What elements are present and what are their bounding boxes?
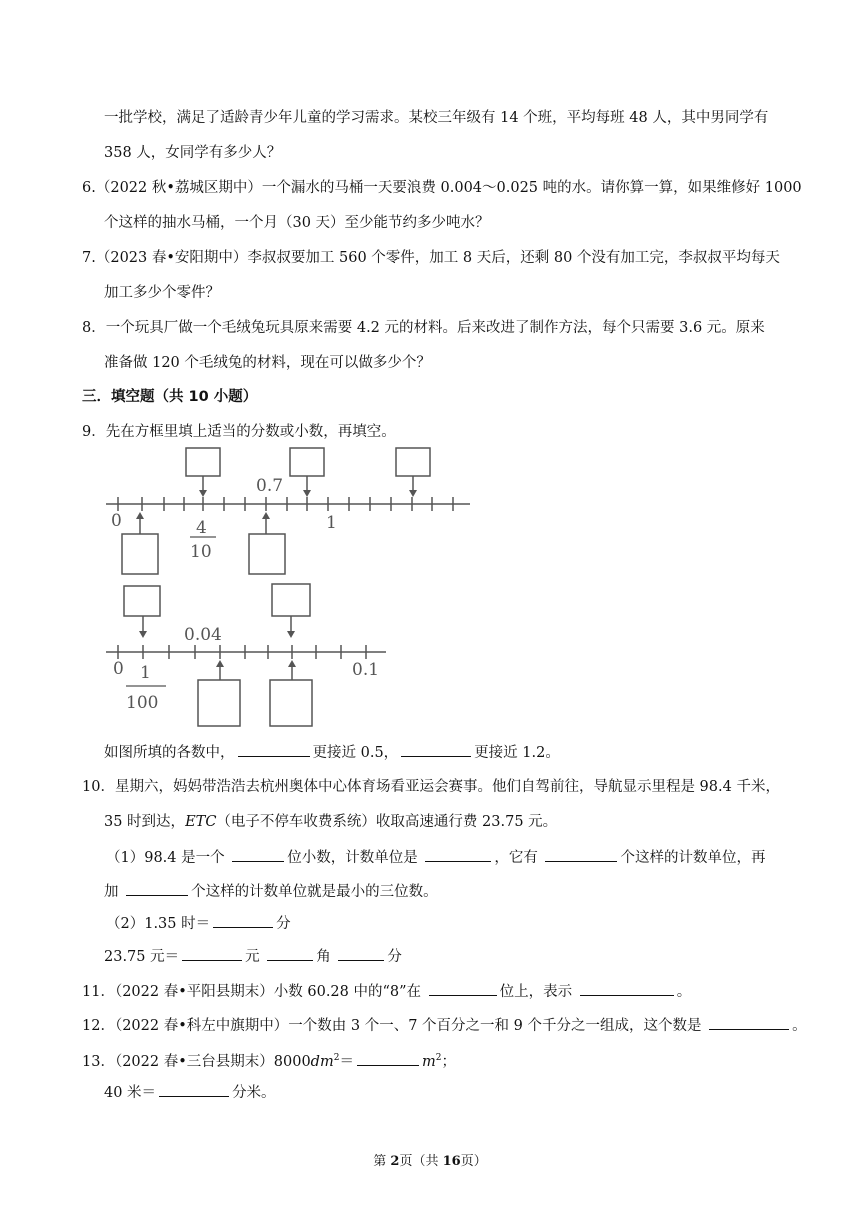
q10-blank-7[interactable] bbox=[267, 946, 313, 961]
q13-line2-a: 40 米＝ bbox=[104, 1085, 157, 1101]
q9-answer-text-a: 如图所填的各数中， bbox=[104, 745, 235, 761]
q7-text: （2023 春•安阳期中）李叔叔要加工 560 个零件，加工 8 天后，还剩 80 个没有加工完，李叔叔平均每天 bbox=[95, 250, 780, 266]
q12-blank-1[interactable] bbox=[709, 1015, 789, 1030]
top-label-zero: 0 bbox=[111, 511, 122, 531]
q9-blank-1[interactable] bbox=[238, 742, 310, 757]
bottom-arrowhead-4 bbox=[288, 660, 296, 667]
q11-line bbox=[82, 981, 691, 1002]
top-frac-numerator: 4 bbox=[196, 518, 207, 538]
q7-line1 bbox=[82, 248, 780, 268]
q10-text: 星期六，妈妈带浩浩去杭州奥体中心体育场看亚运会赛事。他们自驾前往，导航显示里程是 98.4 千米， bbox=[114, 779, 780, 795]
bottom-answer-box-4 bbox=[270, 680, 312, 726]
q13-blank-1[interactable] bbox=[357, 1051, 419, 1066]
footer-text-b: 页（共 bbox=[399, 1154, 443, 1169]
top-answer-box-1 bbox=[186, 448, 220, 476]
section-heading-fill-blanks: 三．填空题（共 10 小题） bbox=[82, 389, 258, 405]
q12-text-a: （2022 春•科左中旗期中）一个数由 3 个一、7 个百分之一和 9 个千分之一组成，这个数是 bbox=[114, 1018, 707, 1034]
q10-p1-f: 个这样的计数单位就是最小的三位数。 bbox=[191, 884, 438, 900]
q5-line2: 358 人，女同学有多少人？ bbox=[104, 145, 282, 161]
q13-text-c: ； bbox=[441, 1053, 456, 1070]
q9-answer-line bbox=[104, 742, 560, 763]
top-number-line bbox=[106, 448, 470, 574]
q13-sup-2: 2 bbox=[435, 1053, 442, 1063]
q7-number: 7. bbox=[82, 250, 96, 266]
q12-line bbox=[82, 1015, 807, 1036]
q10-part2 bbox=[106, 913, 291, 934]
q10-blank-1[interactable] bbox=[232, 847, 284, 862]
q10-line2 bbox=[104, 812, 557, 832]
q10-line2-b: （电子不停车收费系统）收取高速通行费 23.75 元。 bbox=[216, 814, 558, 830]
page-footer bbox=[0, 1150, 860, 1169]
top-arrowhead-5 bbox=[262, 512, 270, 519]
top-answer-box-2 bbox=[290, 448, 324, 476]
q13-text-b: ＝ bbox=[339, 1053, 354, 1070]
q10-p1-d: 个这样的计数单位，再 bbox=[620, 850, 766, 866]
q9-answer-text-b: 更接近 0.5， bbox=[312, 745, 399, 761]
q11-blank-1[interactable] bbox=[429, 981, 497, 996]
footer-text-a: 第 bbox=[373, 1154, 391, 1169]
q11-number: 11． bbox=[82, 984, 115, 1000]
q10-number: 10． bbox=[82, 779, 115, 795]
top-answer-box-5 bbox=[249, 534, 285, 574]
q10-p3-a: 23.75 元＝ bbox=[104, 949, 180, 965]
q13-unit-dm: dm bbox=[310, 1053, 334, 1070]
q8-line1 bbox=[82, 318, 765, 338]
q12-text-b: 。 bbox=[792, 1018, 807, 1034]
q8-line2: 准备做 120 个毛绒兔的材料，现在可以做多少个？ bbox=[104, 355, 431, 371]
q13-line2-b: 分米。 bbox=[232, 1085, 276, 1101]
bottom-answer-box-2 bbox=[272, 584, 310, 616]
q6-text: （2022 秋•荔城区期中）一个漏水的马桶一天要浪费 0.004～0.025 吨的水。请你算一算，如果维修好 1000 bbox=[95, 180, 802, 196]
bottom-label-mid: 0.04 bbox=[184, 625, 222, 645]
bottom-frac-denominator: 100 bbox=[126, 693, 159, 713]
top-label-mid: 0.7 bbox=[256, 476, 284, 496]
number-line-svg bbox=[104, 442, 474, 732]
q10-blank-4[interactable] bbox=[126, 881, 188, 896]
q11-text-c: 。 bbox=[676, 984, 692, 1000]
top-arrowhead-1 bbox=[199, 490, 207, 497]
bottom-answer-box-3 bbox=[198, 680, 240, 726]
top-arrowhead-3 bbox=[409, 490, 417, 497]
q9-text: 先在方框里填上适当的分数或小数，再填空。 bbox=[105, 424, 396, 440]
q12-number: 12． bbox=[82, 1018, 115, 1034]
q10-p1-c: ，它有 bbox=[494, 850, 543, 866]
q10-p3-d: 分 bbox=[387, 949, 402, 965]
bottom-frac-numerator: 1 bbox=[140, 663, 151, 683]
footer-page-number: 2 bbox=[390, 1154, 400, 1169]
q10-p1-e: 加 bbox=[104, 884, 124, 900]
q6-line2: 个这样的抽水马桶，一个月（30 天）至少能节约多少吨水？ bbox=[104, 215, 490, 231]
q6-line1 bbox=[82, 178, 802, 198]
bottom-label-end: 0.1 bbox=[352, 660, 380, 680]
q10-part1-line2 bbox=[104, 881, 438, 902]
q9-line1 bbox=[82, 422, 396, 442]
bottom-answer-box-1 bbox=[124, 586, 160, 616]
q10-part1-line1 bbox=[106, 847, 765, 868]
top-arrowhead-2 bbox=[303, 490, 311, 497]
q13-blank-2[interactable] bbox=[159, 1082, 229, 1097]
q13-line2 bbox=[104, 1082, 276, 1103]
q7-line2: 加工多少个零件？ bbox=[104, 285, 220, 301]
q10-line1 bbox=[82, 777, 780, 797]
q11-text-b: 位上，表示 bbox=[499, 984, 577, 1000]
q8-number: 8． bbox=[82, 320, 106, 336]
q11-text-a: （2022 春•平阳县期末）小数 60.28 中的“8”在 bbox=[114, 984, 426, 1000]
top-answer-box-3 bbox=[396, 448, 430, 476]
footer-total-pages: 16 bbox=[442, 1154, 461, 1169]
q13-line1 bbox=[82, 1048, 456, 1072]
q10-part3 bbox=[104, 946, 402, 967]
q11-blank-2[interactable] bbox=[580, 981, 674, 996]
top-arrowhead-4 bbox=[136, 512, 144, 519]
q10-p1-b: 位小数，计数单位是 bbox=[287, 850, 423, 866]
q9-blank-2[interactable] bbox=[401, 742, 471, 757]
q9-number: 9． bbox=[82, 424, 106, 440]
top-answer-box-4 bbox=[122, 534, 158, 574]
q10-line2-a: 35 时到达， bbox=[104, 814, 186, 830]
bottom-arrowhead-1 bbox=[139, 631, 147, 638]
bottom-label-zero: 0 bbox=[113, 659, 124, 679]
number-line-figure bbox=[104, 442, 474, 732]
q10-blank-8[interactable] bbox=[338, 946, 384, 961]
q10-p3-b: 元 bbox=[245, 949, 265, 965]
q8-text: 一个玩具厂做一个毛绒兔玩具原来需要 4.2 元的材料。后来改进了制作方法，每个只需要 3.6 元。原来 bbox=[105, 320, 765, 336]
top-frac-denominator: 10 bbox=[190, 542, 212, 562]
q10-p2-b: 分 bbox=[276, 916, 291, 932]
q10-blank-6[interactable] bbox=[182, 946, 242, 961]
q10-p2-a: （2）1.35 时＝ bbox=[106, 916, 211, 932]
q13-text-a: （2022 春•三台县期末）8000 bbox=[114, 1053, 311, 1070]
q13-unit-m: m bbox=[421, 1053, 436, 1070]
bottom-arrowhead-2 bbox=[287, 631, 295, 638]
q10-p1-a: （1）98.4 是一个 bbox=[106, 850, 230, 866]
bottom-arrowhead-3 bbox=[216, 660, 224, 667]
q10-p3-c: 角 bbox=[316, 949, 336, 965]
footer-text-c: 页） bbox=[460, 1154, 487, 1169]
q10-blank-2[interactable] bbox=[425, 847, 491, 862]
q10-blank-3[interactable] bbox=[545, 847, 617, 862]
q5-line1: 一批学校，满足了适龄青少年儿童的学习需求。某校三年级有 14 个班，平均每班 48 人，其中男同学有 bbox=[104, 110, 769, 126]
q10-blank-5[interactable] bbox=[213, 913, 273, 928]
q10-etc: ETC bbox=[185, 814, 217, 830]
q13-number: 13． bbox=[82, 1053, 115, 1070]
q13-sup-1: 2 bbox=[333, 1053, 340, 1063]
q6-number: 6. bbox=[82, 180, 96, 196]
q9-answer-text-c: 更接近 1.2。 bbox=[474, 745, 560, 761]
top-label-one: 1 bbox=[326, 513, 337, 533]
